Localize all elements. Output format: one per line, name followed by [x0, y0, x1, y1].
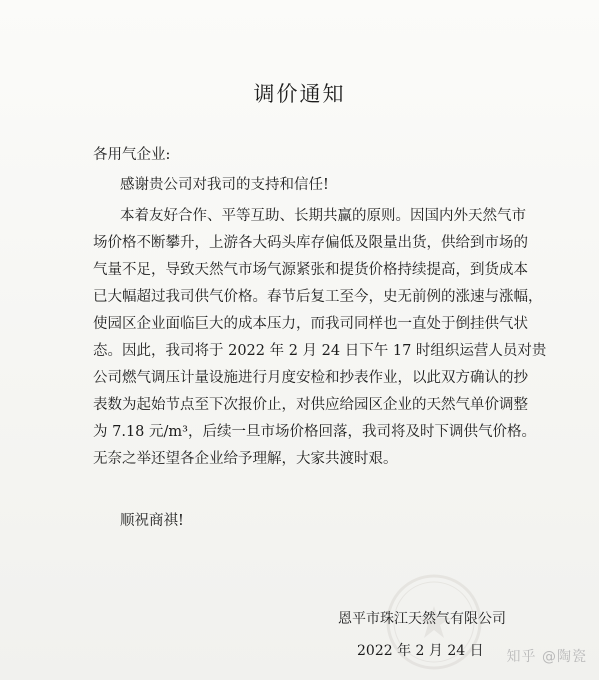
company-signature: 恩平市珠江天然气有限公司 — [338, 611, 506, 627]
body-line: 为 7.18 元/m³，后续一旦市场价格回落，我司将及时下调供气价格。 — [93, 424, 536, 440]
salutation: 各用气企业: — [93, 147, 171, 163]
body-line: 表数为起始节点至下次报价止，对供应给园区企业的天然气单价调整 — [93, 397, 528, 413]
body-line: 已大幅超过我司供气价格。春节后复工至今，史无前例的涨速与涨幅， — [93, 289, 543, 305]
body-line: 态。因此，我司将于 2022 年 2 月 24 日下午 17 时组织运营人员对贵 — [93, 343, 547, 359]
body-line: 本着友好合作、平等互助、长期共赢的原则。因国内外天然气市 — [120, 208, 526, 224]
closing-text: 顺祝商祺! — [120, 513, 184, 529]
signature-date: 2022 年 2 月 24 日 — [357, 643, 484, 659]
body-line: 气量不足，导致天然气市场气源紧张和提货价格持续提高，到货成本 — [93, 262, 528, 278]
body-line: 场价格不断攀升，上游各大码头库存偏低及限量出货，供给到市场的 — [93, 235, 528, 251]
notice-title: 调价通知 — [253, 82, 346, 106]
body-line: 无奈之举还望各企业给予理解，大家共渡时艰。 — [93, 451, 398, 467]
closing-line — [120, 508, 550, 535]
zhihu-watermark: 知乎 @陶瓷 — [506, 649, 587, 665]
body-line: 公司燃气调压计量设施进行月度安检和抄表作业，以此双方确认的抄 — [93, 370, 528, 386]
thanks-text: 感谢贵公司对我司的支持和信任! — [120, 177, 329, 193]
thanks-line — [120, 172, 550, 199]
body-line: 使园区企业面临巨大的成本压力，而我司同样也一直处于倒挂供气状 — [93, 316, 528, 332]
body-paragraph — [93, 203, 547, 473]
